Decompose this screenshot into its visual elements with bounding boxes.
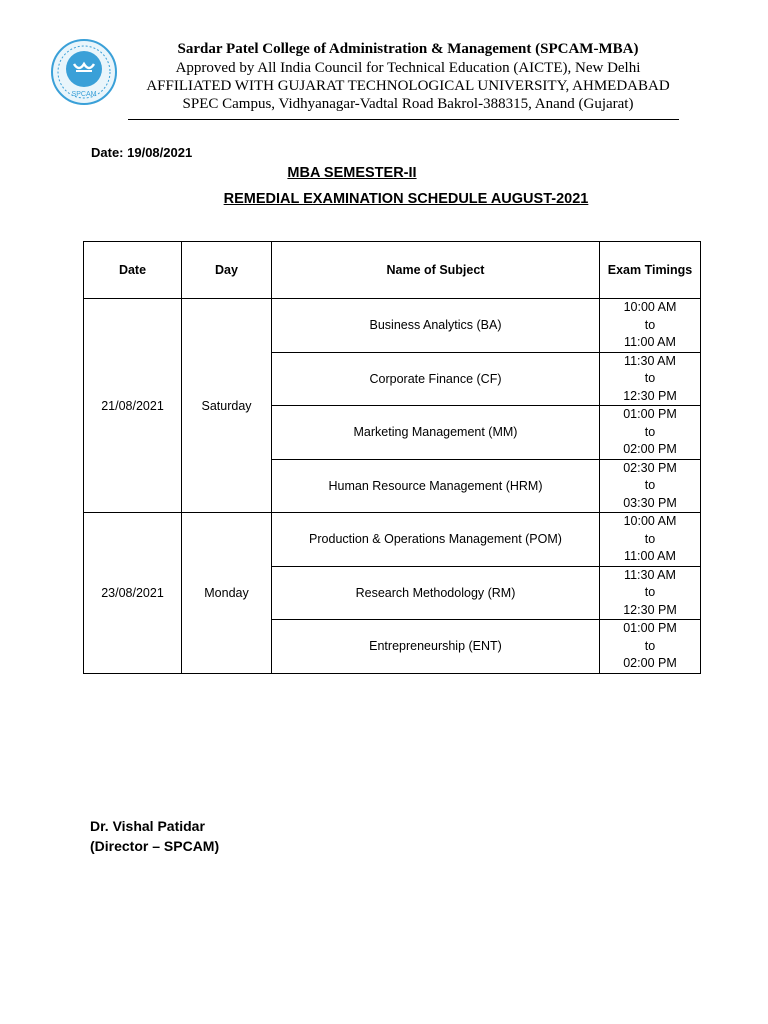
subject-name: Production & Operations Management (POM): [272, 513, 600, 567]
signatory: [90, 816, 219, 856]
signatory-name: Dr. Vishal Patidar: [90, 818, 205, 834]
schedule-title: REMEDIAL EXAMINATION SCHEDULE AUGUST-2021: [223, 191, 589, 207]
table-row: [84, 299, 701, 353]
exam-timing: 10:00 AM to 11:00 AM: [600, 299, 701, 353]
exam-day: Saturday: [182, 299, 272, 513]
subject-name: Entrepreneurship (ENT): [272, 620, 600, 674]
subject-name: Research Methodology (RM): [272, 566, 600, 620]
exam-timing: 11:30 AM to 12:30 PM: [600, 352, 701, 406]
signatory-designation: (Director – SPCAM): [90, 838, 220, 854]
exam-schedule-table: [83, 241, 701, 674]
header-divider: [128, 119, 679, 120]
exam-timing: 11:30 AM to 12:30 PM: [600, 566, 701, 620]
semester-title: MBA SEMESTER-II: [287, 165, 417, 181]
header-day: Day: [182, 242, 272, 299]
exam-day: Monday: [182, 513, 272, 674]
header-timings: Exam Timings: [600, 242, 701, 299]
subject-name: Corporate Finance (CF): [272, 352, 600, 406]
subject-name: Business Analytics (BA): [272, 299, 600, 353]
exam-timing: 01:00 PM to 02:00 PM: [600, 406, 701, 460]
subject-name: Marketing Management (MM): [272, 406, 600, 460]
affiliation-line: AFFILIATED WITH GUJARAT TECHNOLOGICAL UNIVERSITY, AHMEDABAD: [146, 78, 670, 94]
college-logo: [45, 38, 123, 106]
letterhead: [128, 40, 688, 113]
subject-name: Human Resource Management (HRM): [272, 459, 600, 513]
exam-date: 21/08/2021: [84, 299, 182, 513]
exam-timing: 10:00 AM to 11:00 AM: [600, 513, 701, 567]
table-row: [84, 513, 701, 567]
address-line: SPEC Campus, Vidhyanagar-Vadtal Road Bakrol-388315, Anand (Gujarat): [182, 96, 634, 112]
exam-timing: 01:00 PM to 02:00 PM: [600, 620, 701, 674]
exam-date: 23/08/2021: [84, 513, 182, 674]
svg-text:SPCAM: SPCAM: [71, 91, 97, 98]
approval-line: Approved by All India Council for Technical Education (AICTE), New Delhi: [175, 60, 641, 76]
table-header-row: [84, 242, 701, 299]
header-date: Date: [84, 242, 182, 299]
notice-date: Date: 19/08/2021: [91, 145, 193, 160]
college-name: Sardar Patel College of Administration & Management (SPCAM-MBA): [177, 41, 639, 57]
exam-timing: 02:30 PM to 03:30 PM: [600, 459, 701, 513]
header-subject: Name of Subject: [272, 242, 600, 299]
